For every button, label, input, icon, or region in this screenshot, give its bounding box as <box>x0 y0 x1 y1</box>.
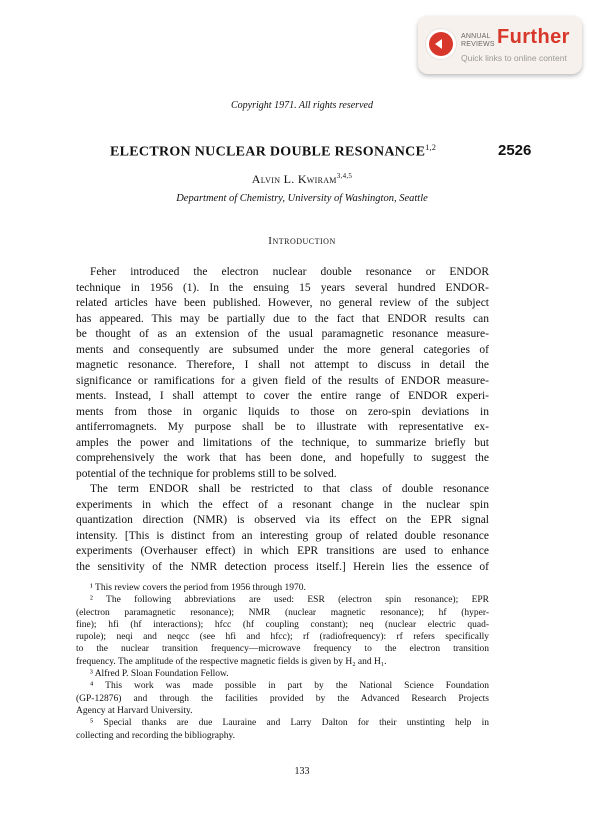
title-text: ELECTRON NUCLEAR DOUBLE RESONANCE <box>110 144 426 160</box>
text-line: comprehensively the work that has been done, and hopefully to suggest the <box>76 452 489 464</box>
quick-links-text[interactable]: Quick links to online content <box>461 53 567 63</box>
footnotes <box>76 582 489 742</box>
text-line: antiferromagnets. My purpose shall be to illustrate with representative ex- <box>76 421 489 433</box>
article-title <box>110 143 436 161</box>
text-line: ments and consequently are subsumed under the more general categories of <box>76 343 489 356</box>
text-line: Feher introduced the electron nuclear double resonance or ENDOR <box>90 266 489 278</box>
text-line: The term ENDOR shall be restricted to that class of double resonance <box>90 483 489 495</box>
paragraph-1 <box>76 265 489 482</box>
paragraph-2 <box>76 482 489 575</box>
footnote-line: ⁵ Special thanks are due Lauraine and Larry Dalton for their unstinting help in <box>90 718 489 729</box>
text-line: significance or ramifications for a given field of the results of ENDOR measure- <box>76 374 489 387</box>
text-line: quantization direction (NMR) is observed via its effect on the EPR signal <box>76 514 489 526</box>
back-arrow-icon[interactable] <box>426 29 456 59</box>
text-line: ments. Instead, I shall attempt to cover the entire range of ENDOR experi- <box>76 390 489 402</box>
footnote-line: ⁴ This work was made possible in part by the National Science Foundation <box>90 681 489 692</box>
further-logo-text: Further <box>497 26 570 48</box>
reviews-text: REVIEWS <box>461 41 495 48</box>
section-heading: Introduction <box>268 235 336 247</box>
text-line: related articles have been published. However, no general review of the subject <box>76 297 489 309</box>
reference-number: 2526 <box>498 142 532 159</box>
footnote-line: ² The following abbreviations are used: ESR (electron spin resonance); EPR <box>90 595 489 606</box>
text-line: be thought of as an extension of the usual paramagnetic resonance measure- <box>76 328 489 340</box>
author-footnote-marks: 3,4,5 <box>336 172 353 180</box>
footnote-line: frequency. The amplitude of the respective magnetic fields is given by H₂ and H₁. <box>76 656 387 667</box>
footnote-line: collecting and recording the bibliography. <box>76 730 235 741</box>
footnote-line: Agency at Harvard University. <box>76 705 193 716</box>
footnote-line: to the nuclear transition frequency—microwave frequency to the electron transition <box>76 644 489 655</box>
text-line: experiments (Overhauser effect) in which EPR transitions are used to enhance <box>76 545 489 557</box>
annual-text: ANNUAL <box>461 33 491 40</box>
title-footnote-marks: 1,2 <box>425 143 437 152</box>
text-line: technique in 1956 (1). In the ensuing 15 years several hundred ENDOR- <box>76 281 489 294</box>
text-line: intensity. [This is distinct from an interesting group of related double resonance <box>76 529 489 542</box>
footnote-line: (electron paramagnetic resonance); NMR (nuclear magnetic resonance); hf (hyper- <box>76 607 489 618</box>
footnote-line: fine); hfi (hf interactions); hfcc (hf coupling constant); neq (nuclear electric quad- <box>76 619 489 630</box>
copyright-notice: Copyright 1971. All rights reserved <box>231 100 373 111</box>
text-line: amples the power and limitations of the technique, to summarize briefly but <box>76 436 489 449</box>
text-line: ments from those in organic liquids to those on zero-spin deviations in <box>76 405 489 418</box>
footnote-line: rupole); neqi and neqcc (see hfi and hfcc); rf (radiofrequency): rf refers specifically <box>76 632 489 643</box>
text-line: the sensitivity of the NMR detection process itself.] Herein lies the essence of <box>76 560 489 573</box>
author-line <box>0 172 604 187</box>
footnote-line: (GP-12876) and through the facilities provided by the Advanced Research Projects <box>76 693 489 704</box>
footnote-line: ¹ This review covers the period from 1956 through 1970. <box>90 583 306 593</box>
page-number: 133 <box>294 766 310 777</box>
footnote-line: ³ Alfred P. Sloan Foundation Fellow. <box>90 669 229 680</box>
author-affiliation: Department of Chemistry, University of Washington, Seattle <box>176 193 428 204</box>
author-name: Alvin L. Kwiram <box>251 172 337 186</box>
text-line: magnetic resonance. Therefore, I shall not attempt to discuss in detail the <box>76 359 489 371</box>
text-line: potential of the technique for problems still to be solved. <box>76 467 337 480</box>
text-line: experiments in which the effect of a resonant change in the nuclear spin <box>76 498 489 511</box>
annual-reviews-further-banner[interactable] <box>418 16 582 74</box>
annual-reviews-label <box>461 33 493 49</box>
text-line: has appeared. This may be partially due to the fact that ENDOR results can <box>76 312 489 325</box>
